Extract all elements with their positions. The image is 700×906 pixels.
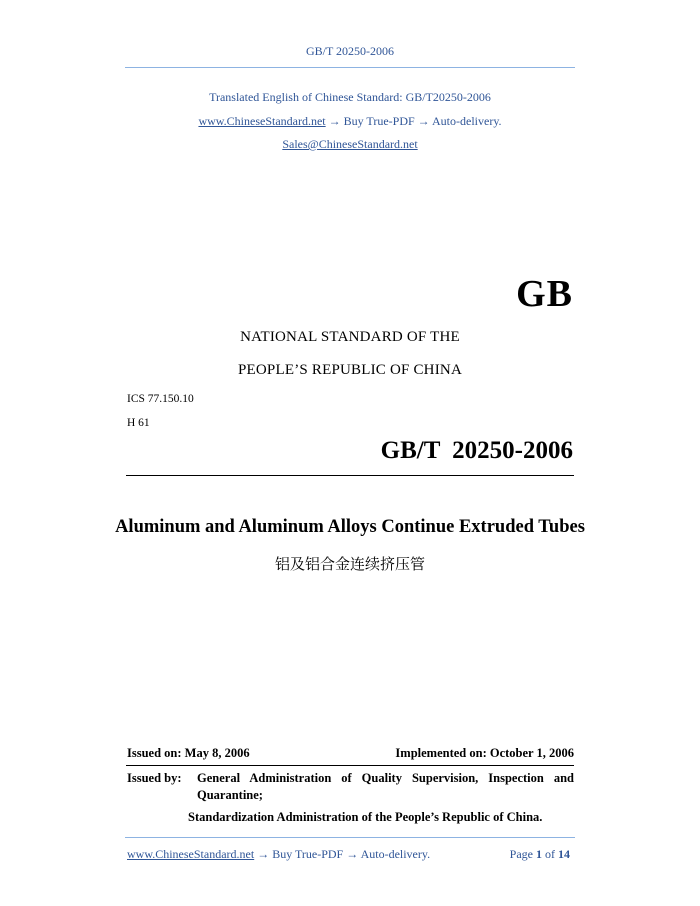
national-standard-line2: PEOPLE’S REPUBLIC OF CHINA	[238, 362, 462, 378]
dates-row	[127, 746, 574, 761]
implemented-on: Implemented on: October 1, 2006	[395, 746, 574, 760]
page-current: 1	[536, 847, 542, 861]
footer-purchase-text: → Buy True-PDF → Auto-delivery.	[254, 847, 431, 861]
page-of: of	[545, 847, 555, 861]
footer-site-link[interactable]: www.ChineseStandard.net	[127, 847, 255, 861]
standard-number-rule	[126, 475, 574, 476]
gb-mark: GB	[516, 273, 573, 315]
issued-on: Issued on: May 8, 2006	[127, 746, 250, 760]
national-standard-line1: NATIONAL STANDARD OF THE	[240, 329, 460, 345]
issued-by-authority-1: General Administration of Quality Supervision, Inspection and Quarantine;	[197, 771, 574, 802]
email-link[interactable]: Sales@ChineseStandard.net	[282, 137, 418, 151]
translation-notice: Translated English of Chinese Standard: GB/T20250-2006	[209, 90, 491, 104]
ics-code: ICS 77.150.10	[127, 393, 194, 405]
dates-rule	[126, 765, 574, 766]
page-label: Page	[509, 847, 533, 861]
classification-code: H 61	[127, 417, 150, 429]
footer-purchase-line	[127, 847, 430, 862]
title-english: Aluminum and Aluminum Alloys Continue Extruded Tubes	[115, 517, 585, 537]
issued-by-label: Issued by:	[127, 771, 182, 785]
site-link[interactable]: www.ChineseStandard.net	[198, 114, 326, 128]
email-line	[0, 137, 700, 152]
page-indicator	[510, 847, 570, 862]
standard-number: GB/T 20250-2006	[380, 437, 573, 464]
page-total: 14	[558, 847, 570, 861]
footer-divider	[125, 837, 575, 838]
issued-by-authority-2: Standardization Administration of the People’s Republic of China.	[188, 810, 543, 824]
purchase-text: → Buy True-PDF → Auto-delivery.	[325, 114, 502, 128]
purchase-line	[0, 114, 700, 129]
running-header: GB/T 20250-2006	[305, 44, 395, 58]
title-chinese: 铝及铝合金连续挤压管	[274, 555, 425, 573]
header-divider	[125, 67, 575, 68]
